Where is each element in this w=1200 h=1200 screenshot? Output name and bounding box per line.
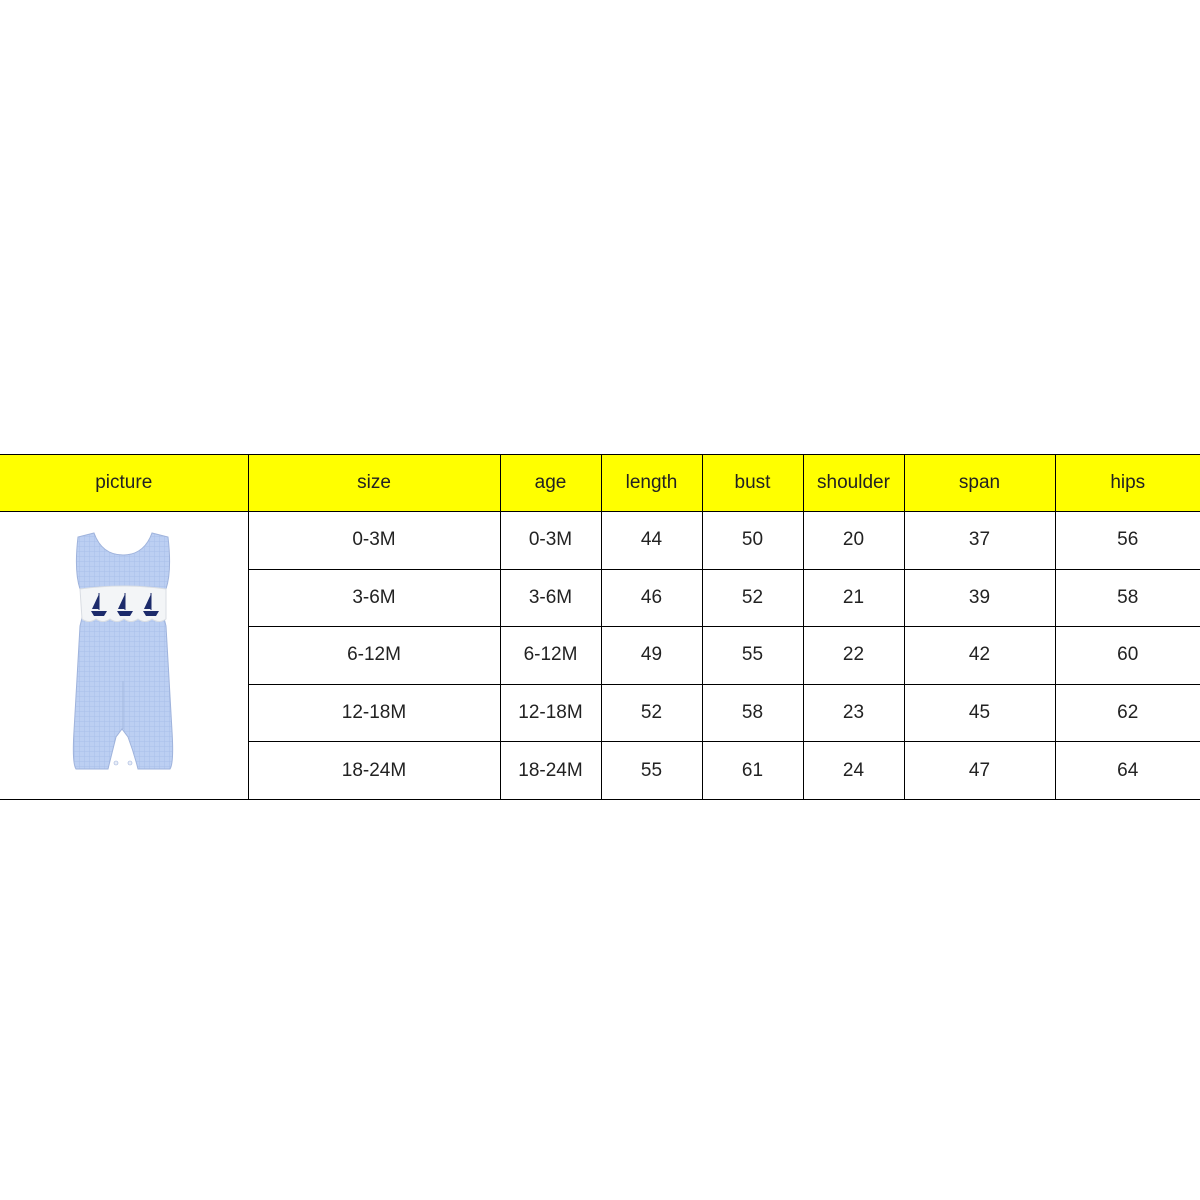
cell-age: 6-12M: [500, 627, 601, 685]
romper-sailboat-image: [64, 531, 184, 781]
header-hips: hips: [1055, 455, 1200, 512]
cell-length: 44: [601, 512, 702, 570]
cell-length: 49: [601, 627, 702, 685]
cell-hips: 64: [1055, 742, 1200, 800]
cell-length: 55: [601, 742, 702, 800]
header-size: size: [248, 455, 500, 512]
cell-size: 0-3M: [248, 512, 500, 570]
size-chart-table: [0, 454, 1200, 800]
cell-size: 18-24M: [248, 742, 500, 800]
cell-shoulder: 21: [803, 569, 904, 627]
cell-shoulder: 24: [803, 742, 904, 800]
picture-cell: [0, 512, 248, 800]
cell-shoulder: 22: [803, 627, 904, 685]
cell-hips: 58: [1055, 569, 1200, 627]
cell-size: 6-12M: [248, 627, 500, 685]
cell-age: 0-3M: [500, 512, 601, 570]
header-length: length: [601, 455, 702, 512]
cell-span: 37: [904, 512, 1055, 570]
cell-span: 42: [904, 627, 1055, 685]
cell-span: 39: [904, 569, 1055, 627]
cell-shoulder: 23: [803, 684, 904, 742]
cell-age: 18-24M: [500, 742, 601, 800]
cell-bust: 61: [702, 742, 803, 800]
header-row: [0, 455, 1200, 512]
cell-bust: 52: [702, 569, 803, 627]
cell-bust: 55: [702, 627, 803, 685]
cell-age: 3-6M: [500, 569, 601, 627]
cell-length: 46: [601, 569, 702, 627]
header-picture: picture: [0, 455, 248, 512]
cell-length: 52: [601, 684, 702, 742]
cell-age: 12-18M: [500, 684, 601, 742]
cell-bust: 58: [702, 684, 803, 742]
header-shoulder: shoulder: [803, 455, 904, 512]
table-row: [0, 512, 1200, 570]
cell-size: 12-18M: [248, 684, 500, 742]
cell-hips: 56: [1055, 512, 1200, 570]
cell-hips: 60: [1055, 627, 1200, 685]
header-bust: bust: [702, 455, 803, 512]
cell-size: 3-6M: [248, 569, 500, 627]
header-span: span: [904, 455, 1055, 512]
cell-hips: 62: [1055, 684, 1200, 742]
cell-span: 47: [904, 742, 1055, 800]
cell-shoulder: 20: [803, 512, 904, 570]
cell-bust: 50: [702, 512, 803, 570]
header-age: age: [500, 455, 601, 512]
cell-span: 45: [904, 684, 1055, 742]
